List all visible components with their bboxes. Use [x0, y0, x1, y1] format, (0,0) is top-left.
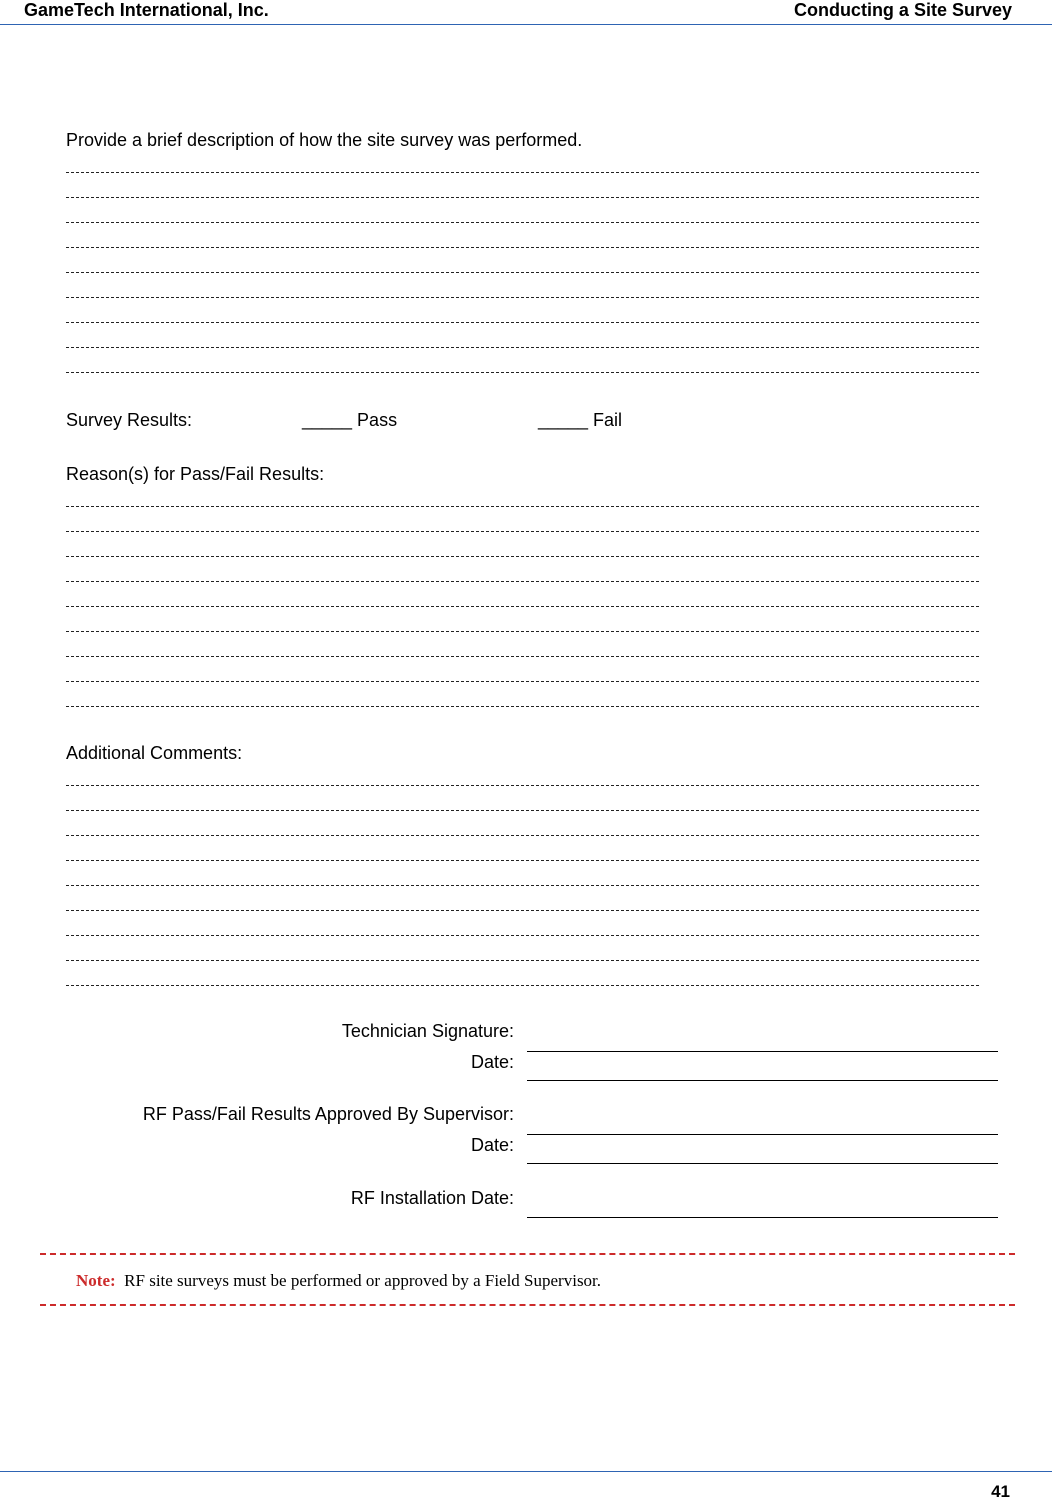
footer-rule	[0, 1471, 1052, 1472]
supervisor-approval-field[interactable]	[527, 1134, 998, 1135]
reasons-prompt: Reason(s) for Pass/Fail Results:	[66, 464, 325, 484]
pass-option[interactable]: _____ Pass	[302, 410, 398, 430]
fail-option[interactable]: _____ Fail	[538, 410, 623, 430]
comments-line[interactable]	[66, 860, 979, 861]
description-line[interactable]	[66, 297, 979, 298]
note-label: Note:	[76, 1271, 116, 1290]
comments-line[interactable]	[66, 785, 979, 786]
comments-line[interactable]	[66, 960, 979, 961]
reasons-line[interactable]	[66, 606, 979, 607]
header-company: GameTech International, Inc.	[24, 0, 269, 20]
description-line[interactable]	[66, 272, 979, 273]
comments-line[interactable]	[66, 885, 979, 886]
description-prompt: Provide a brief description of how the site survey was performed.	[66, 130, 583, 150]
technician-signature-label: Technician Signature:	[341, 1021, 514, 1041]
supervisor-date-field[interactable]	[527, 1163, 998, 1164]
reasons-line[interactable]	[66, 656, 979, 657]
description-line[interactable]	[66, 172, 979, 173]
reasons-line[interactable]	[66, 631, 979, 632]
reasons-line[interactable]	[66, 556, 979, 557]
comments-prompt: Additional Comments:	[66, 743, 243, 763]
note-text: RF site surveys must be performed or approved by a Field Supervisor.	[124, 1271, 602, 1290]
reasons-line[interactable]	[66, 681, 979, 682]
installation-date-label: RF Installation Date:	[350, 1188, 514, 1208]
page-number: 41	[991, 1482, 1010, 1501]
reasons-line[interactable]	[66, 531, 979, 532]
survey-results-label: Survey Results:	[66, 410, 193, 430]
comments-line[interactable]	[66, 835, 979, 836]
comments-line[interactable]	[66, 810, 979, 811]
description-line[interactable]	[66, 247, 979, 248]
header-section-title: Conducting a Site Survey	[793, 0, 1012, 20]
comments-line[interactable]	[66, 985, 979, 986]
note-border-top	[40, 1253, 1015, 1255]
description-line[interactable]	[66, 322, 979, 323]
note	[76, 1271, 601, 1291]
description-line[interactable]	[66, 197, 979, 198]
technician-date-label: Date:	[470, 1052, 514, 1072]
description-line[interactable]	[66, 222, 979, 223]
description-line[interactable]	[66, 347, 979, 348]
comments-line[interactable]	[66, 935, 979, 936]
header-rule	[0, 24, 1052, 25]
comments-line[interactable]	[66, 910, 979, 911]
technician-signature-field[interactable]	[527, 1051, 998, 1052]
installation-date-field[interactable]	[527, 1217, 998, 1218]
supervisor-approval-label: RF Pass/Fail Results Approved By Supervisor:	[142, 1104, 514, 1124]
technician-date-field[interactable]	[527, 1080, 998, 1081]
reasons-line[interactable]	[66, 706, 979, 707]
note-border-bottom	[40, 1304, 1015, 1306]
description-line[interactable]	[66, 372, 979, 373]
reasons-line[interactable]	[66, 506, 979, 507]
reasons-line[interactable]	[66, 581, 979, 582]
supervisor-date-label: Date:	[470, 1135, 514, 1155]
